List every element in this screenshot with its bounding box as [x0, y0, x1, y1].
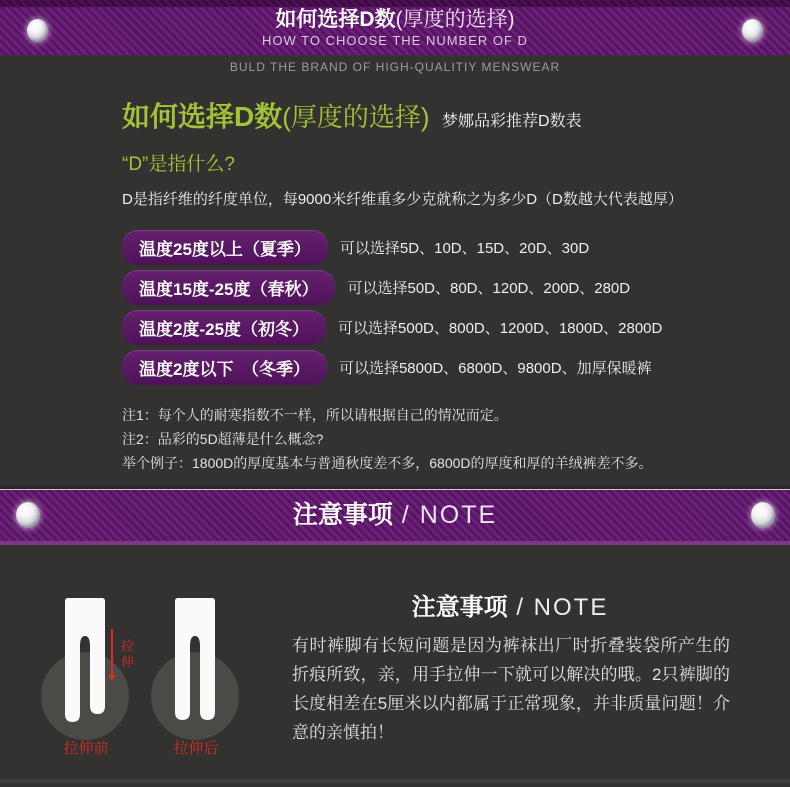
- temp-row-spring-autumn: [122, 267, 750, 307]
- page-title: [0, 8, 790, 32]
- temperature-pill: 温度2度以下 （冬季）: [122, 350, 327, 385]
- note-banner-title-en: / NOTE: [392, 501, 498, 529]
- d-definition-text: D是指纤维的纤度单位，每9000米纤维重多少克就称之为多少D（D数越大代表越厚）: [122, 191, 683, 208]
- d-options-text: 可以选择500D、800D、1200D、1800D、2800D: [338, 319, 663, 337]
- section-note: [0, 545, 790, 783]
- section-d-guide: [0, 80, 790, 486]
- note-paragraph: 有时裤脚有长短问题是因为裤袜出厂时折叠装袋所产生的折痕所致，亲，用手拉伸一下就可以解决的哦。2只裤脚的长度相差在5厘米以内都属于正常现象，并非质量问题！介意的亲慎拍！: [292, 636, 730, 742]
- d-question-heading: “D”是指什么?: [122, 154, 235, 175]
- page-subtitle: HOW TO CHOOSE THE NUMBER OF D: [262, 33, 528, 48]
- tights-figure-before: [30, 591, 142, 761]
- d-guide-title: [122, 80, 750, 135]
- d-guide-title-main: 如何选择D数: [122, 101, 283, 132]
- banner-top-strip: [0, 0, 790, 7]
- diamond-icon: [751, 502, 775, 528]
- note-line-3: 举个例子：1800D的厚度基本与普通秋度差不多，6800D的厚度和厚的羊绒裤差不多。: [122, 455, 653, 471]
- tights-icon: [64, 598, 106, 724]
- brand-slogan: BULD THE BRAND OF HIGH-QUALITIY MENSWEAR: [229, 60, 561, 74]
- temperature-pill: 温度2度-25度（初冬）: [122, 310, 326, 345]
- tights-icon: [174, 598, 216, 724]
- page-title-sub: (厚度的选择): [395, 8, 515, 31]
- figure-label-before: 拉伸前: [63, 740, 109, 757]
- page-title-main: 如何选择D数: [275, 8, 396, 31]
- note-list: [122, 403, 750, 475]
- d-options-text: 可以选择5D、10D、15D、20D、30D: [339, 239, 590, 257]
- note-heading-en: / NOTE: [507, 594, 609, 621]
- note-line-1: 注1：每个人的耐寒指数不一样，所以请根据自己的情况而定。: [122, 407, 508, 423]
- banner-text: [0, 8, 790, 48]
- temperature-guide-list: [122, 227, 750, 387]
- d-guide-title-paren: (厚度的选择): [282, 102, 430, 132]
- diamond-icon: [16, 502, 40, 528]
- stretch-arrow-label: 拉伸: [119, 639, 134, 671]
- note-banner-title-zh: 注意事项: [292, 501, 393, 529]
- temperature-pill: 温度25度以上（夏季）: [122, 230, 328, 265]
- temperature-pill: 温度15度-25度（春秋）: [122, 270, 335, 305]
- top-banner: [0, 0, 790, 55]
- d-options-text: 可以选择5800D、6800D、9800D、加厚保暖裤: [338, 359, 652, 377]
- temp-row-summer: [122, 227, 750, 267]
- brand-bar: [0, 55, 790, 80]
- stretch-arrow-icon: [111, 629, 113, 679]
- note-banner-title: [0, 490, 790, 541]
- temp-row-early-winter: [122, 307, 750, 347]
- note-banner: [0, 490, 790, 545]
- note-heading: [292, 587, 728, 622]
- figure-label-after: 拉伸后: [173, 740, 219, 757]
- d-guide-title-side: 梦娜品彩推荐D数表: [442, 113, 582, 130]
- note-line-2: 注2：品彩的5D超薄是什么概念?: [122, 431, 324, 447]
- d-options-text: 可以选择50D、80D、120D、200D、280D: [347, 279, 631, 297]
- temp-row-winter: [122, 347, 750, 387]
- tights-figure-after: [140, 591, 252, 761]
- note-heading-zh: 注意事项: [411, 594, 508, 621]
